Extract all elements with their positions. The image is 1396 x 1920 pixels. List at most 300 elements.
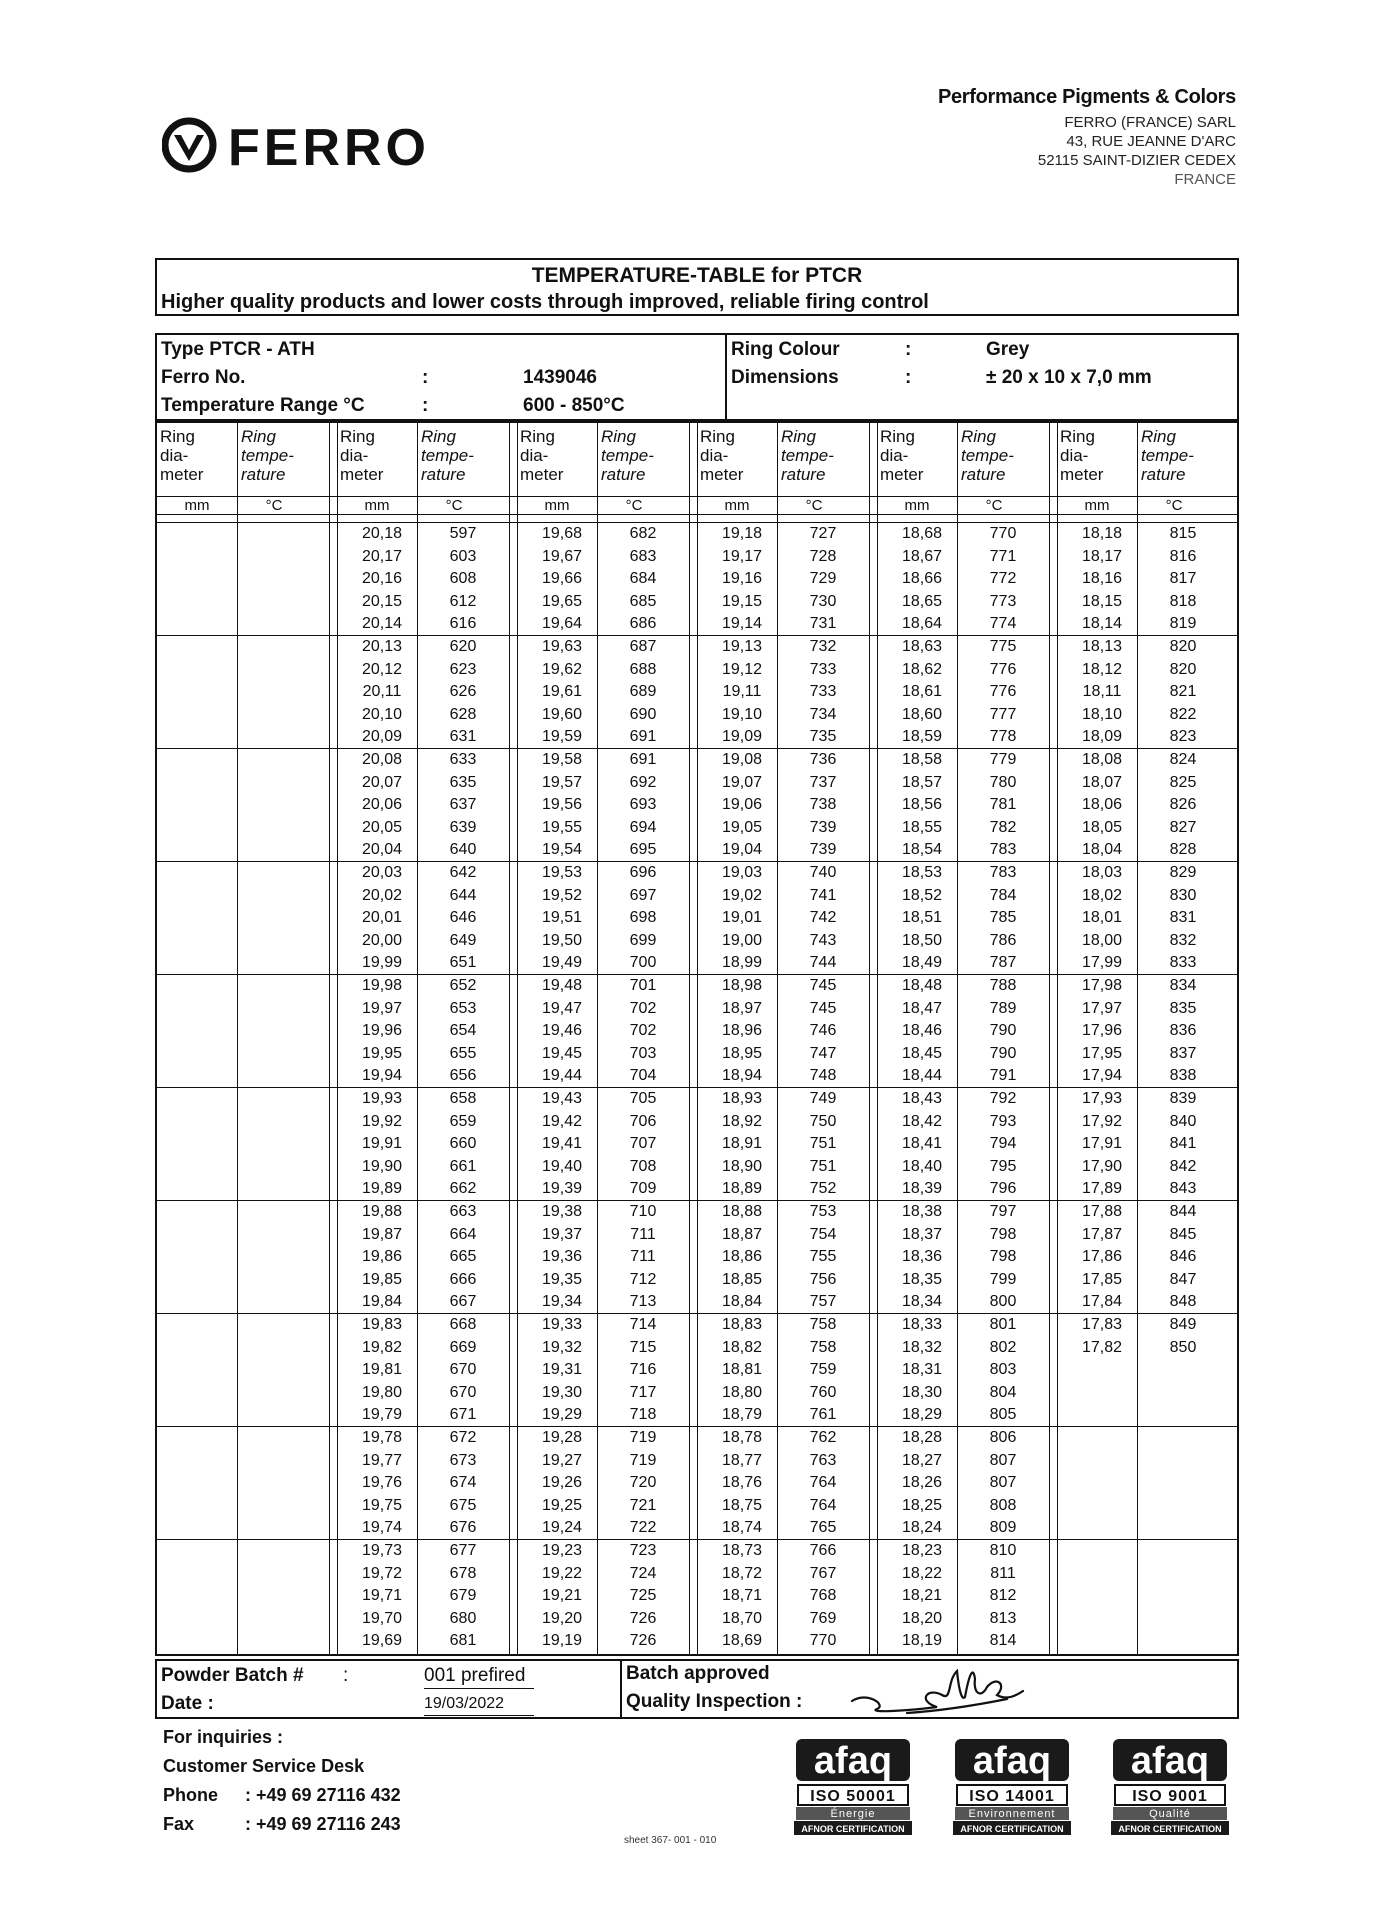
temperature-cell: 791 [989, 1067, 1017, 1085]
column-divider [597, 423, 598, 1654]
column-divider [1137, 423, 1138, 1654]
header-word: meter [160, 465, 204, 484]
temperature-cell: 809 [989, 1519, 1017, 1537]
diameter-cell: 18,84 [721, 1293, 763, 1311]
diameter-cell: 18,98 [721, 977, 763, 994]
temperature-cell: 732 [809, 638, 837, 655]
header-word: Ring [601, 427, 636, 446]
header-word: tempe- [781, 446, 834, 465]
temperature-cell: 833 [1169, 954, 1197, 972]
temperature-cell: 783 [989, 841, 1017, 859]
temperature-cell: 776 [989, 683, 1017, 701]
diameter-unit: mm [904, 497, 930, 514]
brand-name: FERRO [228, 119, 430, 177]
diameter-cell: 17,86 [1081, 1248, 1123, 1266]
document-title: TEMPERATURE-TABLE for PTCR [531, 264, 863, 287]
temperature-cell: 726 [629, 1632, 657, 1650]
temperature-cell: 768 [809, 1587, 837, 1605]
colon: : [905, 339, 912, 360]
diameter-cell: 17,92 [1081, 1112, 1123, 1130]
temperature-cell: 749 [809, 1090, 837, 1107]
company-address [938, 86, 1236, 189]
document-subtitle: Higher quality products and lower costs through improved, reliable firing control [161, 291, 929, 313]
afnor-org: AFNOR CERTIFICATION [801, 1824, 905, 1834]
temperature-cell: 771 [989, 547, 1017, 565]
diameter-cell: 19,48 [541, 977, 583, 994]
diameter-cell: 18,22 [901, 1564, 943, 1582]
temperature-cell: 726 [629, 1609, 657, 1627]
diameter-cell: 18,87 [721, 1225, 763, 1243]
diameter-cell: 18,10 [1081, 705, 1123, 723]
diameter-cell: 18,52 [901, 886, 943, 904]
temperature-cell: 845 [1169, 1225, 1197, 1243]
iso-standard: ISO 9001 [1132, 1788, 1208, 1805]
temperature-cell: 656 [449, 1067, 477, 1085]
diameter-cell: 19,52 [541, 886, 583, 904]
temperature-cell: 800 [989, 1293, 1017, 1311]
header-word: Ring [520, 427, 555, 446]
temperature-cell: 758 [809, 1316, 837, 1333]
diameter-cell: 19,57 [541, 773, 583, 791]
diameter-cell: 18,69 [721, 1632, 763, 1650]
diameter-cell: 18,27 [901, 1451, 943, 1469]
diameter-cell: 20,16 [361, 570, 403, 588]
temperature-cell: 739 [809, 841, 837, 859]
diameter-unit: mm [544, 497, 570, 514]
iso-scope: Qualité [1149, 1808, 1191, 1820]
diameter-cell: 19,51 [541, 909, 583, 927]
header-word: Ring [781, 427, 816, 446]
diameter-cell: 18,23 [901, 1542, 943, 1559]
diameter-cell: 19,63 [541, 638, 583, 655]
temperature-cell: 789 [989, 999, 1017, 1017]
company-tagline: Performance Pigments & Colors [937, 86, 1236, 108]
temperature-cell: 764 [809, 1474, 837, 1492]
temperature-cell: 798 [989, 1225, 1017, 1243]
diameter-cell: 18,50 [901, 931, 943, 949]
diameter-cell: 17,89 [1081, 1180, 1123, 1198]
diameter-cell: 18,89 [721, 1180, 763, 1198]
diameter-cell: 17,82 [1081, 1338, 1123, 1356]
diameter-cell: 18,04 [1081, 841, 1123, 859]
temperature-cell: 734 [809, 705, 837, 723]
temperature-cell: 818 [1169, 592, 1197, 610]
diameter-cell: 19,60 [541, 705, 583, 723]
temperature-cell: 642 [449, 864, 477, 881]
diameter-cell: 19,85 [361, 1270, 403, 1288]
colon: : [343, 1665, 349, 1686]
temperature-cell: 706 [629, 1112, 657, 1130]
diameter-cell: 19,19 [541, 1632, 583, 1650]
diameter-cell: 18,88 [721, 1203, 763, 1220]
temperature-cell: 760 [809, 1383, 837, 1401]
underline [424, 1715, 534, 1716]
temperature-cell: 715 [629, 1338, 657, 1356]
temperature-cell: 770 [989, 525, 1017, 542]
temperature-cell: 672 [449, 1429, 477, 1446]
diameter-cell: 20,08 [361, 751, 403, 768]
diameter-cell: 19,31 [541, 1361, 583, 1379]
temperature-cell: 717 [629, 1383, 657, 1401]
temperature-cell: 597 [449, 525, 477, 542]
group-divider [1049, 423, 1050, 1654]
temperature-cell: 746 [809, 1022, 837, 1040]
diameter-cell: 18,79 [721, 1406, 763, 1424]
header-word: Ring [160, 427, 195, 446]
temperature-cell: 710 [629, 1203, 657, 1220]
diameter-cell: 19,89 [361, 1180, 403, 1198]
temperature-cell: 652 [449, 977, 477, 994]
diameter-cell: 19,75 [361, 1496, 403, 1514]
temperature-cell: 812 [989, 1587, 1017, 1605]
temperature-cell: 724 [629, 1564, 657, 1582]
diameter-cell: 19,87 [361, 1225, 403, 1243]
diameter-cell: 20,01 [361, 909, 403, 927]
temperature-cell: 637 [449, 796, 477, 814]
temperature-unit: °C [445, 497, 463, 514]
temperature-cell: 751 [809, 1135, 837, 1153]
temperature-cell: 784 [989, 886, 1017, 904]
temperature-cell: 680 [449, 1609, 477, 1627]
header-word: Ring [700, 427, 735, 446]
header-word: rature [961, 465, 1006, 484]
ferro-no-label: Ferro No. [161, 367, 246, 388]
row-group-divider [157, 1313, 1237, 1314]
temperature-cell: 693 [629, 796, 657, 814]
temperature-cell: 757 [809, 1293, 837, 1311]
diameter-cell: 19,20 [541, 1609, 583, 1627]
address-line: 43, RUE JEANNE D'ARC [1066, 133, 1236, 150]
header-word: tempe- [1141, 446, 1194, 465]
header-word: dia- [880, 446, 909, 465]
diameter-cell: 18,61 [901, 683, 943, 701]
temperature-cell: 796 [989, 1180, 1017, 1198]
temperature-cell: 662 [449, 1180, 477, 1198]
diameter-cell: 19,78 [361, 1429, 403, 1446]
header-word: meter [520, 465, 564, 484]
diameter-cell: 19,44 [541, 1067, 583, 1085]
temperature-cell: 761 [809, 1406, 837, 1424]
diameter-cell: 19,35 [541, 1270, 583, 1288]
header-word: meter [1060, 465, 1104, 484]
column-divider [237, 423, 238, 1654]
temperature-cell: 730 [809, 592, 837, 610]
temperature-cell: 773 [989, 592, 1017, 610]
temperature-cell: 766 [809, 1542, 837, 1559]
diameter-cell: 19,21 [541, 1587, 583, 1605]
diameter-cell: 17,94 [1081, 1067, 1123, 1085]
diameter-cell: 19,67 [541, 547, 583, 565]
temperature-unit: °C [805, 497, 823, 514]
afaq-certification-logo [951, 1735, 1073, 1837]
header-word: dia- [160, 446, 189, 465]
temperature-cell: 704 [629, 1067, 657, 1085]
temp-range-value: 600 - 850°C [523, 395, 625, 416]
header-word: rature [781, 465, 826, 484]
diameter-cell: 18,25 [901, 1496, 943, 1514]
diameter-cell: 20,15 [361, 592, 403, 610]
diameter-cell: 19,72 [361, 1564, 403, 1582]
diameter-cell: 18,95 [721, 1044, 763, 1062]
diameter-cell: 18,37 [901, 1225, 943, 1243]
temperature-cell: 740 [809, 864, 837, 881]
temperature-cell: 837 [1169, 1044, 1197, 1062]
temperature-cell: 788 [989, 977, 1017, 994]
temperature-cell: 762 [809, 1429, 837, 1446]
temperature-cell: 753 [809, 1203, 837, 1220]
group-divider [509, 423, 510, 1654]
temperature-cell: 655 [449, 1044, 477, 1062]
temperature-cell: 843 [1169, 1180, 1197, 1198]
temperature-cell: 692 [629, 773, 657, 791]
diameter-cell: 19,74 [361, 1519, 403, 1537]
temperature-cell: 687 [629, 638, 657, 655]
diameter-cell: 19,98 [361, 977, 403, 994]
diameter-cell: 19,25 [541, 1496, 583, 1514]
diameter-cell: 18,18 [1081, 525, 1123, 542]
diameter-cell: 19,16 [721, 570, 763, 588]
temperature-unit: °C [625, 497, 643, 514]
temperature-cell: 668 [449, 1316, 477, 1333]
diameter-header [340, 427, 383, 484]
diameter-cell: 17,85 [1081, 1270, 1123, 1288]
diameter-cell: 19,03 [721, 864, 763, 881]
header-word: Ring [340, 427, 375, 446]
temperature-cell: 660 [449, 1135, 477, 1153]
diameter-cell: 18,92 [721, 1112, 763, 1130]
diameter-cell: 19,05 [721, 818, 763, 836]
diameter-cell: 19,58 [541, 751, 583, 768]
diameter-cell: 19,41 [541, 1135, 583, 1153]
temperature-cell: 698 [629, 909, 657, 927]
temperature-cell: 806 [989, 1429, 1017, 1446]
temperature-cell: 686 [629, 615, 657, 633]
temperature-cell: 684 [629, 570, 657, 588]
ferro-logo [162, 113, 482, 177]
diameter-cell: 18,49 [901, 954, 943, 972]
temperature-cell: 682 [629, 525, 657, 542]
fax-label: Fax [163, 1814, 195, 1834]
diameter-cell: 19,40 [541, 1157, 583, 1175]
diameter-cell: 19,69 [361, 1632, 403, 1650]
diameter-cell: 19,55 [541, 818, 583, 836]
diameter-cell: 20,03 [361, 864, 403, 881]
diameter-cell: 19,59 [541, 728, 583, 746]
diameter-cell: 19,88 [361, 1203, 403, 1220]
batch-box [155, 1659, 1239, 1719]
diameter-cell: 17,91 [1081, 1135, 1123, 1153]
diameter-cell: 19,84 [361, 1293, 403, 1311]
temperature-cell: 689 [629, 683, 657, 701]
temperature-cell: 744 [809, 954, 837, 972]
diameter-cell: 19,92 [361, 1112, 403, 1130]
diameter-cell: 18,00 [1081, 931, 1123, 949]
diameter-cell: 18,74 [721, 1519, 763, 1537]
date-value: 19/03/2022 [424, 1695, 505, 1712]
diameter-cell: 18,41 [901, 1135, 943, 1153]
temperature-cell: 787 [989, 954, 1017, 972]
temperature-header [421, 427, 474, 484]
temperature-cell: 659 [449, 1112, 477, 1130]
diameter-cell: 18,93 [721, 1090, 763, 1107]
temperature-cell: 620 [449, 638, 477, 655]
diameter-cell: 19,54 [541, 841, 583, 859]
group-divider [329, 423, 330, 1654]
temperature-cell: 842 [1169, 1157, 1197, 1175]
temperature-cell: 792 [989, 1090, 1017, 1107]
header-word: dia- [700, 446, 729, 465]
diameter-cell: 18,02 [1081, 886, 1123, 904]
diameter-cell: 20,18 [361, 525, 403, 542]
temperature-cell: 729 [809, 570, 837, 588]
temperature-cell: 765 [809, 1519, 837, 1537]
diameter-cell: 20,12 [361, 660, 403, 678]
diameter-cell: 19,15 [721, 592, 763, 610]
temperature-cell: 770 [809, 1632, 837, 1650]
header-word: dia- [520, 446, 549, 465]
temperature-cell: 653 [449, 999, 477, 1017]
temperature-cell: 696 [629, 864, 657, 881]
temperature-cell: 671 [449, 1406, 477, 1424]
temperature-cell: 839 [1169, 1090, 1197, 1107]
diameter-cell: 18,32 [901, 1338, 943, 1356]
temperature-cell: 664 [449, 1225, 477, 1243]
batch-box-divider [620, 1661, 622, 1717]
diameter-cell: 18,29 [901, 1406, 943, 1424]
temperature-cell: 810 [989, 1542, 1017, 1559]
temperature-cell: 814 [989, 1632, 1017, 1650]
header-word: tempe- [961, 446, 1014, 465]
dimensions-value: ± 20 x 10 x 7,0 mm [986, 367, 1152, 388]
diameter-cell: 18,66 [901, 570, 943, 588]
diameter-unit: mm [724, 497, 750, 514]
diameter-cell: 19,71 [361, 1587, 403, 1605]
diameter-cell: 18,43 [901, 1090, 943, 1107]
diameter-cell: 19,86 [361, 1248, 403, 1266]
diameter-cell: 18,48 [901, 977, 943, 994]
temperature-cell: 695 [629, 841, 657, 859]
temperature-cell: 720 [629, 1474, 657, 1492]
temperature-cell: 838 [1169, 1067, 1197, 1085]
temperature-cell: 737 [809, 773, 837, 791]
diameter-cell: 19,09 [721, 728, 763, 746]
diameter-cell: 18,44 [901, 1067, 943, 1085]
diameter-cell: 19,27 [541, 1451, 583, 1469]
temperature-cell: 742 [809, 909, 837, 927]
temperature-cell: 811 [990, 1564, 1016, 1582]
diameter-cell: 18,17 [1081, 547, 1123, 565]
diameter-cell: 19,99 [361, 954, 403, 972]
diameter-cell: 19,77 [361, 1451, 403, 1469]
diameter-cell: 18,08 [1081, 751, 1123, 768]
diameter-cell: 17,97 [1081, 999, 1123, 1017]
header-word: Ring [880, 427, 915, 446]
temperature-cell: 748 [809, 1067, 837, 1085]
diameter-cell: 18,01 [1081, 909, 1123, 927]
diameter-cell: 19,32 [541, 1338, 583, 1356]
diameter-cell: 19,33 [541, 1316, 583, 1333]
temperature-cell: 699 [629, 931, 657, 949]
temperature-cell: 775 [989, 638, 1017, 655]
diameter-cell: 19,23 [541, 1542, 583, 1559]
diameter-cell: 18,86 [721, 1248, 763, 1266]
temperature-cell: 780 [989, 773, 1017, 791]
diameter-cell: 18,65 [901, 592, 943, 610]
address-line: 52115 SAINT-DIZIER CEDEX [1037, 152, 1236, 169]
diameter-cell: 18,45 [901, 1044, 943, 1062]
temperature-cell: 767 [809, 1564, 837, 1582]
header-word: rature [421, 465, 466, 484]
temperature-cell: 776 [989, 660, 1017, 678]
temperature-cell: 685 [629, 592, 657, 610]
afaq-certification-logo [792, 1735, 914, 1837]
diameter-cell: 18,54 [901, 841, 943, 859]
temperature-cell: 803 [989, 1361, 1017, 1379]
temperature-cell: 623 [449, 660, 477, 678]
temperature-cell: 755 [809, 1248, 837, 1266]
diameter-cell: 18,56 [901, 796, 943, 814]
address-line: FERRO (FRANCE) SARL [1064, 114, 1236, 131]
temperature-cell: 826 [1169, 796, 1197, 814]
temperature-cell: 763 [809, 1451, 837, 1469]
temperature-cell: 778 [989, 728, 1017, 746]
temperature-cell: 769 [809, 1609, 837, 1627]
diameter-cell: 18,62 [901, 660, 943, 678]
temperature-cell: 819 [1169, 615, 1197, 633]
diameter-cell: 19,81 [361, 1361, 403, 1379]
diameter-cell: 19,82 [361, 1338, 403, 1356]
diameter-cell: 20,00 [361, 931, 403, 949]
temperature-header [781, 427, 834, 484]
diameter-cell: 19,39 [541, 1180, 583, 1198]
diameter-cell: 19,10 [721, 705, 763, 723]
temperature-cell: 719 [629, 1451, 657, 1469]
diameter-cell: 20,04 [361, 841, 403, 859]
diameter-cell: 18,33 [901, 1316, 943, 1333]
temperature-cell: 612 [449, 592, 477, 610]
diameter-cell: 18,34 [901, 1293, 943, 1311]
temperature-cell: 628 [449, 705, 477, 723]
diameter-cell: 19,36 [541, 1248, 583, 1266]
temperature-cell: 834 [1169, 977, 1197, 994]
temperature-cell: 654 [449, 1022, 477, 1040]
ferro-no-value: 1439046 [523, 367, 597, 388]
diameter-cell: 19,01 [721, 909, 763, 927]
temperature-cell: 829 [1169, 864, 1197, 881]
temperature-cell: 759 [809, 1361, 837, 1379]
temperature-cell: 822 [1169, 705, 1197, 723]
group-divider [697, 423, 698, 1654]
diameter-cell: 18,72 [721, 1564, 763, 1582]
temperature-cell: 827 [1169, 818, 1197, 836]
diameter-cell: 20,17 [361, 547, 403, 565]
diameter-cell: 18,11 [1082, 683, 1122, 701]
diameter-header [1060, 427, 1103, 484]
diameter-cell: 18,16 [1081, 570, 1123, 588]
temperature-cell: 848 [1169, 1293, 1197, 1311]
afaq-brand-text: afaq [972, 1740, 1052, 1782]
diameter-cell: 19,00 [721, 931, 763, 949]
diameter-cell: 18,80 [721, 1383, 763, 1401]
diameter-cell: 19,62 [541, 660, 583, 678]
temperature-cell: 707 [629, 1135, 657, 1153]
header-word: rature [241, 465, 286, 484]
temperature-cell: 820 [1169, 660, 1197, 678]
diameter-cell: 18,58 [901, 751, 943, 768]
diameter-cell: 19,70 [361, 1609, 403, 1627]
colon: : [422, 395, 429, 416]
diameter-cell: 18,39 [901, 1180, 943, 1198]
